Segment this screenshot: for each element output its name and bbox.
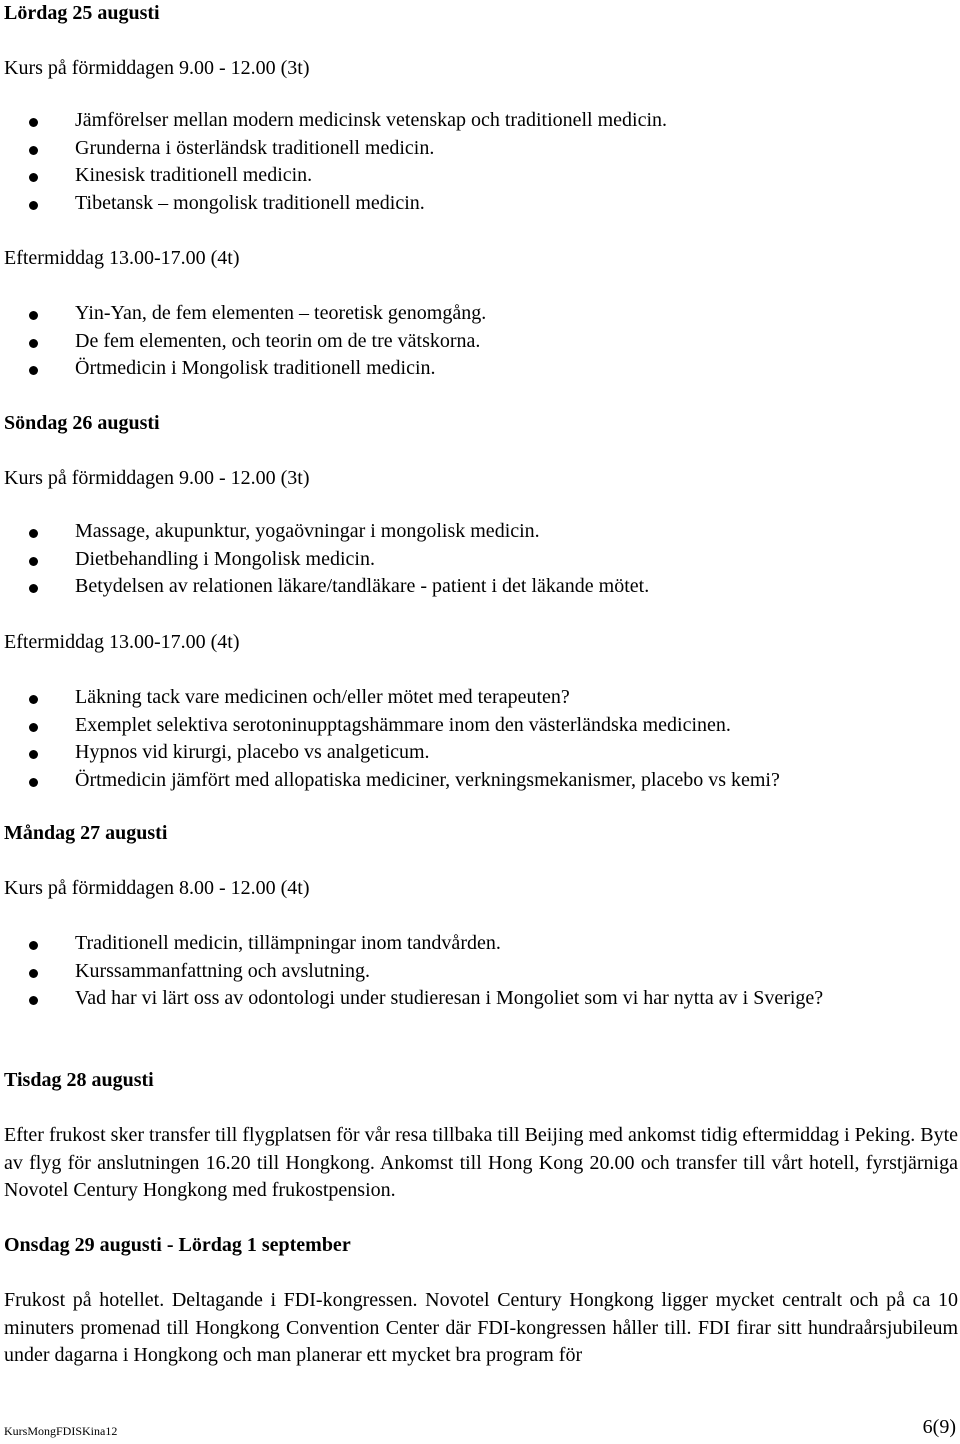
list-item: Kinesisk traditionell medicin. xyxy=(4,162,958,190)
day-heading: Onsdag 29 augusti - Lördag 1 september xyxy=(4,1234,351,1256)
session-heading: Kurs på förmiddagen 9.00 - 12.00 (3t) xyxy=(4,57,310,79)
page-number: 6(9) xyxy=(922,1416,956,1438)
list-item: Massage, akupunktur, yogaövningar i mongolisk medicin. xyxy=(4,518,958,546)
day-heading: Tisdag 28 augusti xyxy=(4,1069,154,1091)
bullet-list xyxy=(4,684,958,794)
paragraph: Frukost på hotellet. Deltagande i FDI-kongressen. Novotel Century Hongkong ligger mycket centralt och på ca 10 minuters promenad till Hongkong Convention Center där FDI-kongressen håller till. FDI firar sitt hundraårsjubileum under dagarna i Hongkong och man planerar ett mycket bra program för xyxy=(4,1289,958,1366)
session-heading: Kurs på förmiddagen 9.00 - 12.00 (3t) xyxy=(4,467,310,489)
list-item: Traditionell medicin, tillämpningar inom tandvården. xyxy=(4,930,884,958)
list-item: Hypnos vid kirurgi, placebo vs analgeticum. xyxy=(4,739,958,767)
day-heading: Måndag 27 augusti xyxy=(4,822,168,844)
bullet-list xyxy=(4,300,958,383)
list-item: Grunderna i österländsk traditionell medicin. xyxy=(4,135,958,163)
list-item: Läkning tack vare medicinen och/eller mötet med terapeuten? xyxy=(4,684,958,712)
list-item: Dietbehandling i Mongolisk medicin. xyxy=(4,546,958,574)
list-item: Vad har vi lärt oss av odontologi under studieresan i Mongoliet som vi har nytta av i Sverige? xyxy=(4,985,884,1013)
list-item: De fem elementen, och teorin om de tre vätskorna. xyxy=(4,328,958,356)
day-heading: Lördag 25 augusti xyxy=(4,2,160,24)
list-item: Betydelsen av relationen läkare/tandläkare - patient i det läkande mötet. xyxy=(4,573,958,601)
session-heading: Kurs på förmiddagen 8.00 - 12.00 (4t) xyxy=(4,877,310,899)
bullet-list xyxy=(4,930,884,1013)
bullet-list xyxy=(4,518,958,601)
session-heading: Eftermiddag 13.00-17.00 (4t) xyxy=(4,631,240,653)
paragraph: Efter frukost sker transfer till flygplatsen för vår resa tillbaka till Beijing med ankomst tidig eftermiddag i Peking. Byte av flyg för anslutningen 16.20 till Hongkong. Ankomst till Hong Kong 20.00 och transfer till vårt hotell, fyrstjärniga Novotel Century Hongkong med frukostpension. xyxy=(4,1124,958,1201)
list-item: Jämförelser mellan modern medicinsk vetenskap och traditionell medicin. xyxy=(4,107,958,135)
list-item: Tibetansk – mongolisk traditionell medicin. xyxy=(4,190,958,218)
list-item: Örtmedicin i Mongolisk traditionell medicin. xyxy=(4,355,958,383)
list-item: Yin-Yan, de fem elementen – teoretisk genomgång. xyxy=(4,300,958,328)
bullet-list xyxy=(4,107,958,217)
list-item: Exemplet selektiva serotoninupptagshämmare inom den västerländska medicinen. xyxy=(4,712,958,740)
list-item: Kurssammanfattning och avslutning. xyxy=(4,958,884,986)
list-item: Örtmedicin jämfört med allopatiska mediciner, verkningsmekanismer, placebo vs kemi? xyxy=(4,767,958,795)
day-heading: Söndag 26 augusti xyxy=(4,412,160,434)
footer-filename: KursMongFDISKina12 xyxy=(4,1424,118,1438)
session-heading: Eftermiddag 13.00-17.00 (4t) xyxy=(4,247,240,269)
